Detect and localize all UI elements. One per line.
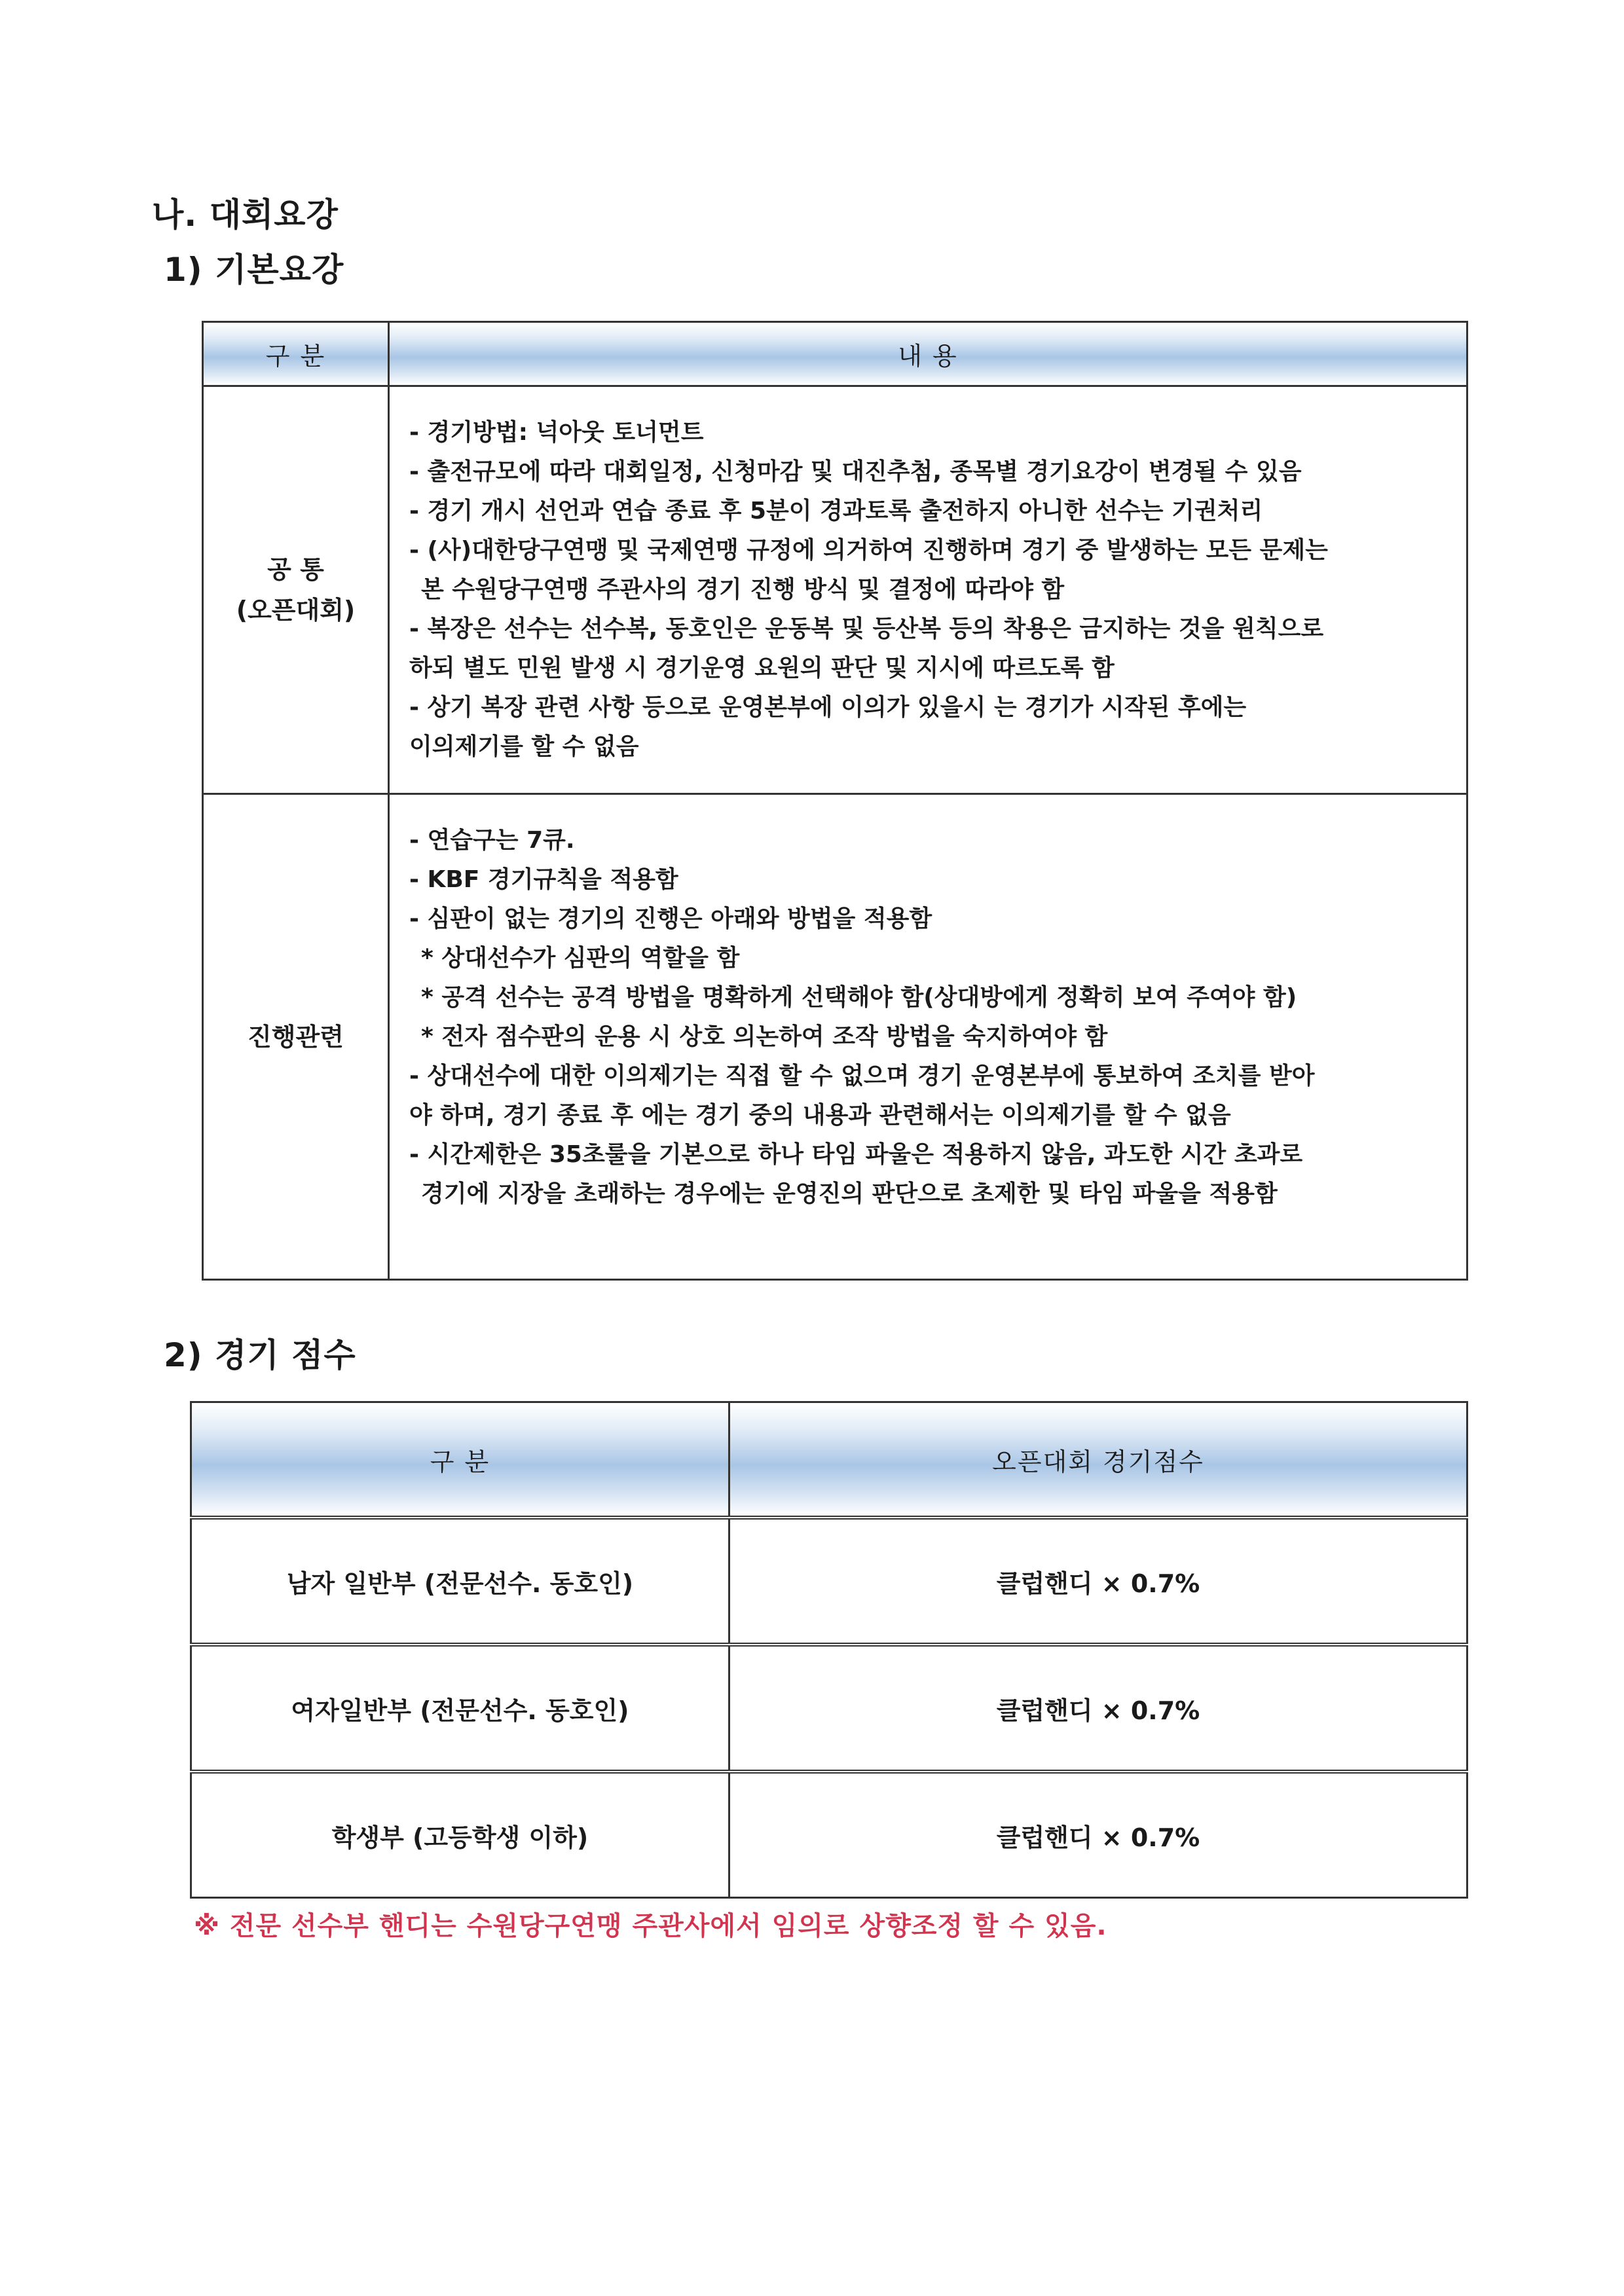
handicap-note: ※ 전문 선수부 핸디는 수원당구연맹 주관사에서 임의로 상향조정 할 수 있음. — [194, 1911, 1107, 1941]
rule-line: - 상기 복장 관련 사항 등으로 운영본부에 이의가 있을시 는 경기가 시작된 후에는 — [409, 694, 1247, 721]
rule-line: 야 하며, 경기 종료 후 에는 경기 중의 내용과 관련해서는 이의제기를 할 수 없음 — [409, 1102, 1231, 1129]
rule-line: 이의제기를 할 수 없음 — [409, 733, 639, 760]
row-label-line: 공 통 — [267, 555, 324, 584]
rule-line: * 공격 선수는 공격 방법을 명확하게 선택해야 함(상대방에게 정확히 보여 주여야 함) — [421, 984, 1297, 1011]
header-content: 내 용 — [389, 322, 1467, 386]
table-row-progress — [203, 794, 1467, 1280]
rule-line: - 심판이 없는 경기의 진행은 아래와 방법을 적용함 — [409, 905, 932, 932]
rule-line: 본 수원당구연맹 주관사의 경기 진행 방식 및 결정에 따라야 함 — [421, 576, 1065, 603]
section-heading: 나. 대회요강 — [152, 196, 339, 234]
row-content-progress — [389, 794, 1467, 1280]
rule-line: 경기에 지장을 초래하는 경우에는 운영진의 판단으로 초제한 및 타임 파울을 적용함 — [421, 1180, 1278, 1207]
division-cell: 남자 일반부 (전문선수. 동호인) — [191, 1518, 729, 1645]
row-label-line: (오픈대회) — [236, 596, 356, 625]
table-header-row — [203, 322, 1467, 386]
table-row — [191, 1645, 1467, 1772]
table-row-common — [203, 386, 1467, 794]
row-label-progress — [203, 794, 389, 1280]
table-header-row — [191, 1402, 1467, 1518]
header-score: 오픈대회 경기점수 — [729, 1402, 1467, 1518]
rule-line: - 경기 개시 선언과 연습 종료 후 5분이 경과토록 출전하지 아니한 선수는 기권처리 — [409, 498, 1263, 524]
rule-line: - 시간제한은 35초룰을 기본으로 하나 타임 파울은 적용하지 않음, 과도한 시간 초과로 — [409, 1141, 1303, 1168]
rule-line: - (사)대한당구연맹 및 국제연맹 규정에 의거하여 진행하며 경기 중 발생하는 모든 문제는 — [409, 537, 1328, 564]
rule-line: - 복장은 선수는 선수복, 동호인은 운동복 및 등산복 등의 착용은 금지하는 것을 원칙으로 — [409, 615, 1324, 642]
basic-heading: 1) 기본요강 — [164, 251, 344, 289]
rule-line: * 전자 점수판의 운용 시 상호 의논하여 조작 방법을 숙지하여야 함 — [421, 1023, 1108, 1050]
rule-line: - 상대선수에 대한 이의제기는 직접 할 수 없으며 경기 운영본부에 통보하여 조치를 받아 — [409, 1063, 1315, 1089]
division-cell: 여자일반부 (전문선수. 동호인) — [191, 1645, 729, 1772]
row-label-line: 진행관련 — [248, 1022, 344, 1051]
header-category: 구 분 — [191, 1402, 729, 1518]
table-row — [191, 1518, 1467, 1645]
basic-rules-table — [202, 321, 1468, 1281]
score-heading: 2) 경기 점수 — [164, 1336, 356, 1374]
rule-line: - KBF 경기규칙을 적용함 — [409, 866, 678, 893]
rule-line: 하되 별도 민원 발생 시 경기운영 요원의 판단 및 지시에 따르도록 함 — [409, 655, 1115, 682]
score-cell: 클럽핸디 × 0.7% — [729, 1772, 1467, 1898]
score-cell: 클럽핸디 × 0.7% — [729, 1645, 1467, 1772]
score-table — [190, 1401, 1468, 1899]
rule-line: - 경기방법: 넉아웃 토너먼트 — [409, 419, 704, 446]
table-row — [191, 1772, 1467, 1898]
header-category: 구 분 — [203, 322, 389, 386]
division-cell: 학생부 (고등학생 이하) — [191, 1772, 729, 1898]
rule-line: * 상대선수가 심판의 역할을 함 — [421, 945, 740, 972]
score-cell: 클럽핸디 × 0.7% — [729, 1518, 1467, 1645]
rule-line: - 연습구는 7큐. — [409, 827, 575, 854]
rule-line: - 출전규모에 따라 대회일정, 신청마감 및 대진추첨, 종목별 경기요강이 변경될 수 있음 — [409, 458, 1302, 485]
row-content-common — [389, 386, 1467, 794]
row-label-common — [203, 386, 389, 794]
